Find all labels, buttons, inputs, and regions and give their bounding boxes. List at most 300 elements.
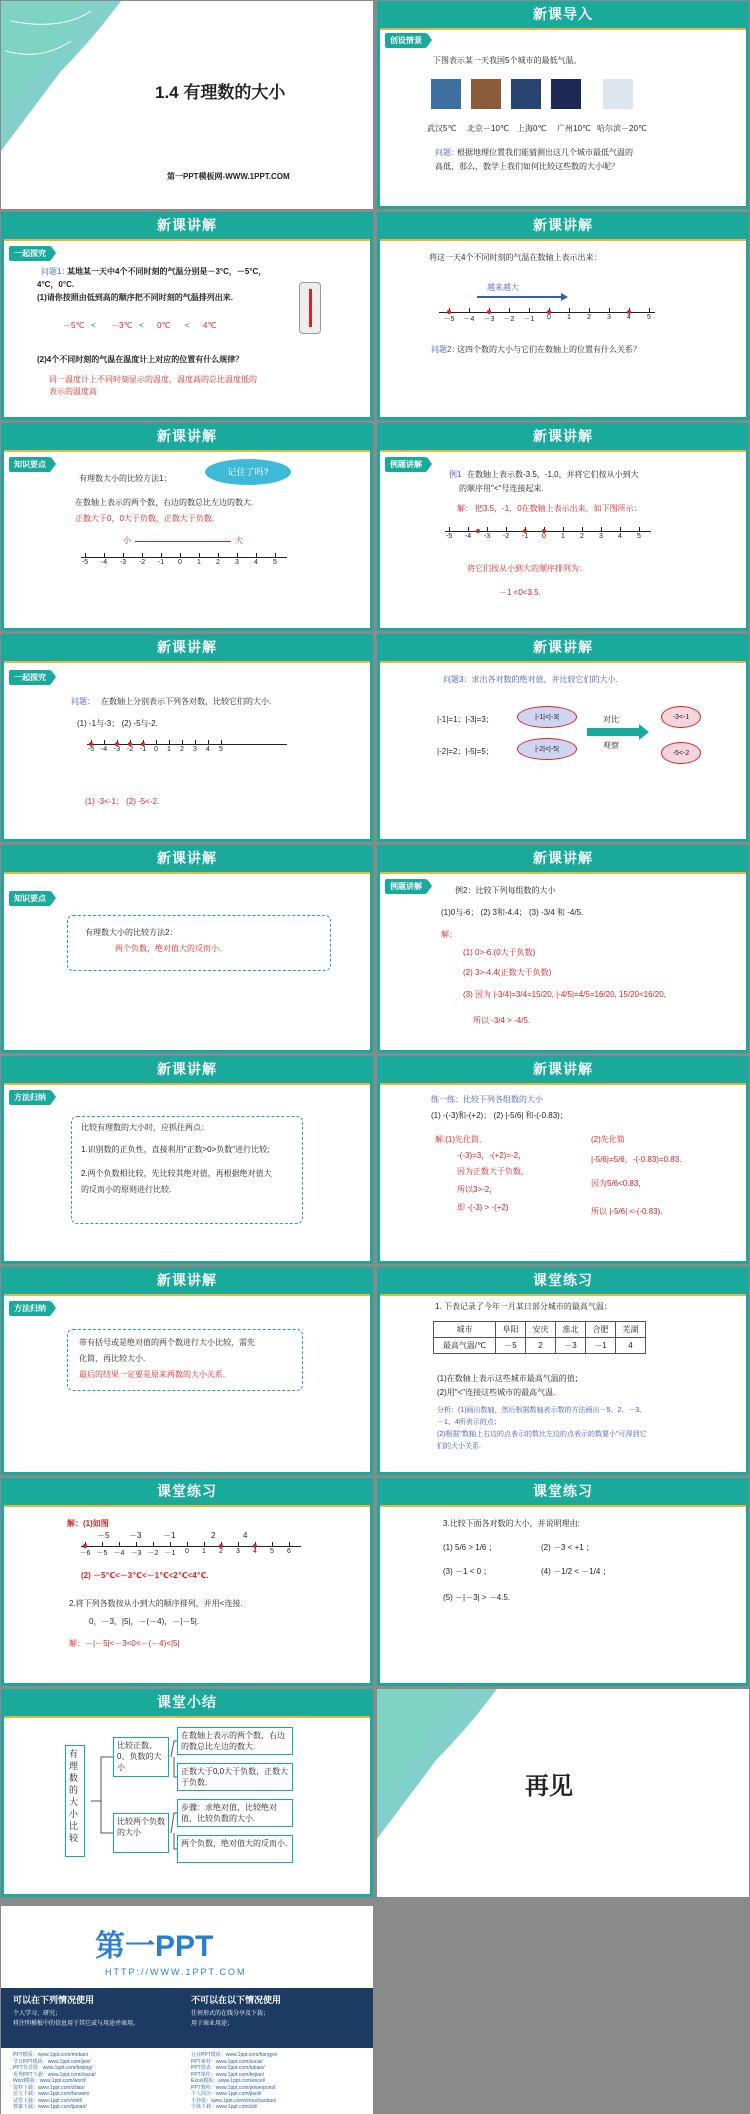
number-line-tick-label: -1 — [139, 746, 147, 753]
footer-link[interactable]: 节日PPT模板：www.1ppt.com/jieri/ — [13, 2058, 91, 2065]
table-cell: －1 — [586, 1338, 616, 1354]
order-item: 0℃ — [157, 321, 171, 330]
answer-2: (2) 3>-4.4(正数大于负数) — [463, 968, 552, 977]
rule-text: 在数轴上表示的两个数，右边的数总比左边的数大. — [75, 498, 254, 507]
number-line-tick — [170, 1542, 171, 1546]
number-line — [81, 1546, 301, 1547]
number-line-tick-label: －2 — [503, 316, 515, 323]
number-line-tick-label: 1 — [561, 533, 565, 540]
number-line-tick — [506, 527, 507, 531]
answer-item: (2) －3 < +1 ； — [541, 1543, 594, 1552]
compare-ellipse: |-1|<|-3| — [517, 706, 577, 728]
number-line-point — [89, 742, 93, 746]
slide-header: 新课讲解 — [377, 1056, 749, 1083]
method-line: 最后的结果一定要是原来两数的大小关系. — [79, 1370, 226, 1379]
analysis-line: (2)根据"数轴上右边的点表示的数比左边的点表示的数要小"可得到它 — [437, 1431, 647, 1438]
number-line-tick-label: －5 — [96, 1550, 108, 1557]
slide-header: 新课讲解 — [1, 1056, 373, 1083]
point-label: －3 — [129, 1531, 142, 1540]
summary-connectors — [1, 1689, 373, 1897]
number-line-tick-label: －3 — [130, 1550, 142, 1557]
number-line-tick-label: 0 — [154, 746, 158, 753]
number-line-tick-label: 1 — [567, 314, 571, 321]
solution-line: 即 -(-3) > -(+2) — [457, 1203, 509, 1212]
intro-text: 下图表示某一天我国5个城市的最低气温。 — [433, 56, 582, 65]
section-tag: 一起探究 — [9, 670, 51, 685]
number-line-tick-label: －4 — [463, 316, 475, 323]
number-line-tick — [272, 1542, 273, 1546]
analysis-line: －1、4所表示的点； — [437, 1419, 501, 1426]
number-line-tick-label: 6 — [287, 1548, 291, 1555]
number-line-tick — [187, 1542, 188, 1546]
footer-link[interactable]: PPT素材：www.1ppt.com/sucai/ — [191, 2058, 263, 2065]
slide-header: 新课讲解 — [377, 423, 749, 450]
footer-link[interactable]: 教案下载：www.1ppt.com/jiaoan/ — [13, 2104, 87, 2110]
number-line-tick — [601, 527, 602, 531]
temperature-table — [433, 1321, 646, 1354]
number-line-tick-label: －1 — [164, 1550, 176, 1557]
slide-exercise-3 — [377, 1478, 749, 1686]
slide-header: 新课讲解 — [1, 212, 373, 239]
number-line-tick-label: 1 — [202, 1548, 206, 1555]
example-items: (1)0与-6； (2) 3和-4.4； (3) -3/4 和 -4/5. — [441, 908, 584, 917]
number-line-tick-label: -2 — [126, 746, 134, 753]
question-text: 根据地理位置我们能猜测出这几个城市最低气温的 — [457, 148, 633, 157]
brand-url: HTTP://WWW.1PPT.COM — [105, 1967, 247, 1977]
footer-ad — [1, 1906, 373, 2114]
table-row — [434, 1338, 646, 1354]
leaf-decoration — [1, 1, 121, 151]
answer-4: 所以 -3/4 > -4/5. — [473, 1016, 531, 1025]
city-label: 北京－10℃ — [467, 124, 509, 133]
summary-branch: 比较正数、0、负数的大小 — [113, 1737, 169, 1777]
city-label: 武汉5℃ — [427, 124, 457, 133]
reminder-bubble: 记住了吗? — [205, 459, 291, 485]
result-ellipse: -5<-2 — [661, 742, 701, 764]
number-line-tick — [119, 1542, 120, 1546]
number-line-tick — [85, 553, 86, 557]
number-line-tick — [104, 553, 105, 557]
number-line-tick-label: -3 — [119, 559, 127, 566]
arrow-right-icon — [135, 541, 231, 542]
slide-example-2 — [377, 845, 749, 1053]
number-line-tick — [289, 1542, 290, 1546]
number-line-tick — [208, 740, 209, 744]
footer-link[interactable]: 个人简历：www.1ppt.com/jianli/ — [191, 2091, 262, 2097]
number-line-tick — [589, 308, 590, 312]
number-line-tick — [649, 308, 650, 312]
number-line-tick — [161, 553, 162, 557]
slide-header: 课堂练习 — [1, 1478, 373, 1505]
point-label: 4 — [243, 1531, 248, 1540]
number-line-point — [547, 310, 551, 314]
summary-branch: 比较两个负数的大小 — [113, 1813, 169, 1853]
number-line-tick-label: 3 — [235, 559, 239, 566]
slide-header: 新课讲解 — [1, 845, 373, 872]
question-text: 问题3：求出各对数的绝对值，并比较它们的大小. — [443, 675, 618, 684]
slide-explore-1 — [1, 212, 373, 420]
answer-item: (5) －|－3| > －4.5. — [443, 1593, 511, 1602]
answer-item: (4) －1/2 < －1/4 ； — [541, 1567, 611, 1576]
number-line-tick-label: －3 — [483, 316, 495, 323]
solution-line: 所以 |-5/6| <-(-0.83). — [591, 1207, 663, 1216]
solution-label: 解：(1)如图 — [67, 1519, 109, 1528]
can-use-item: 将注明模板中的信息用于其它或与用途并商用。 — [13, 2021, 140, 2027]
arrow-label: 越来越大 — [487, 283, 519, 292]
number-line-tick-label: 1 — [167, 746, 171, 753]
city-photo — [511, 79, 541, 109]
footer-link[interactable]: 行业PPT模板：www.1ppt.com/hangye/ — [191, 2052, 278, 2058]
answer-3: (3) 因为 |-3/4|=3/4=15/20, |-4/5|=4/5=16/20, 15/20<16/20, — [463, 990, 666, 999]
sub-question-2: (2)用"<"连接这些城市的最高气温. — [437, 1388, 556, 1397]
footer-link[interactable]: 字体下载：www.1ppt.com/ziti/ — [191, 2104, 258, 2110]
footer-link[interactable]: 资料下载：www.1ppt.com/ziliao/ — [13, 2084, 85, 2091]
example-text: 例2：比较下列每组数的大小 — [455, 886, 556, 895]
number-line-tick-label: 4 — [206, 746, 210, 753]
rule-text-2: 正数大于0，0大于负数，正数大于负数. — [75, 514, 215, 523]
city-label: 上海0℃ — [517, 124, 547, 133]
slide-title-text: 1.4 有理数的大小 — [155, 83, 286, 102]
method-intro: 比较有理数的大小时，应抓住两点： — [81, 1123, 209, 1132]
number-line-tick — [104, 740, 105, 744]
number-line-tick — [156, 740, 157, 744]
table-cell: 阜阳 — [496, 1322, 526, 1338]
number-line-tick-label: -1 — [521, 533, 529, 540]
number-line-tick — [275, 553, 276, 557]
section-tag: 一起探究 — [9, 246, 51, 261]
number-line-tick-label: -5 — [81, 559, 89, 566]
number-line-tick-label: 5 — [273, 559, 277, 566]
section-tag: 方法归纳 — [9, 1090, 51, 1105]
number-line-tick — [136, 1542, 137, 1546]
slide-knowledge-2 — [1, 845, 373, 1053]
question-text-2: 4°C，0°C. — [37, 280, 75, 289]
section-tag: 知识要点 — [9, 891, 51, 906]
number-line-tick-label: -3 — [483, 533, 491, 540]
example-text: 在数轴上表示数-3.5，-1,0，并将它们按从小到大 — [467, 470, 639, 479]
number-line-tick-label: -5 — [87, 746, 95, 753]
city-label: 广州10℃ — [557, 124, 591, 133]
solution-line: 解:(1)先化简, — [435, 1135, 482, 1144]
number-line-tick — [563, 527, 564, 531]
point-label: －1 — [163, 1531, 176, 1540]
number-line-tick-label: 4 — [618, 533, 622, 540]
number-line-point — [627, 310, 631, 314]
footer-link[interactable]: Word模板：www.1ppt.com/word/ — [13, 2078, 86, 2084]
number-line-tick-label: 5 — [647, 314, 651, 321]
number-line-tick — [182, 740, 183, 744]
slide-summary — [1, 1689, 373, 1897]
question-label: 问题1： — [41, 267, 70, 276]
question-part-1: (1)请你按照由低到高的顺序把不同时刻的气温排列出来. — [37, 293, 233, 302]
sub-question-1: (1)在数轴上表示这些城市最高气温的值； — [437, 1374, 583, 1383]
city-photo — [551, 79, 581, 109]
intro-text: 将这一天4个不同时刻的气温在数轴上表示出来： — [429, 253, 602, 262]
slide-header: 课堂练习 — [377, 1478, 749, 1505]
question-label: 问题2： — [431, 345, 460, 354]
footer-link[interactable]: 手抄报：www.1ppt.com/shouchaobao/ — [191, 2097, 277, 2104]
table-cell: 淮北 — [556, 1322, 586, 1338]
method-line: 化简，再比较大小. — [79, 1354, 146, 1363]
slide-header: 新课讲解 — [1, 1267, 373, 1294]
answer-text: 解：－|－5|<－3<0<－(－4)<|5| — [69, 1639, 180, 1648]
number-line-point — [542, 529, 546, 533]
table-cell: 合肥 — [586, 1322, 616, 1338]
thermometer-icon — [299, 282, 321, 334]
table-cell: 芜湖 — [616, 1322, 646, 1338]
question-text: 3.比较下面各对数的大小，并说明理由: — [443, 1519, 580, 1528]
answer-item: (1) 5/6 > 1/6 ； — [443, 1543, 497, 1552]
number-line-point — [476, 529, 480, 533]
question-text: 某地某一天中4个不同时刻的气温分别是－3°C，－5°C， — [67, 267, 267, 276]
number-line-tick-label: －5 — [443, 316, 455, 323]
order-sign: < — [185, 321, 190, 330]
arrow-right-icon — [587, 728, 641, 736]
number-line-tick-label: 3 — [607, 314, 611, 321]
number-line-point — [141, 742, 145, 746]
number-line-tick-label: -4 — [100, 559, 108, 566]
can-use-title: 可以在下列情况使用 — [13, 1995, 95, 2005]
question-text: 练一练：比较下列各组数的大小 — [431, 1095, 543, 1104]
number-line-tick — [153, 1542, 154, 1546]
number-line-tick — [609, 308, 610, 312]
number-line-tick — [509, 308, 510, 312]
slide-exercise-2 — [1, 1478, 373, 1686]
pairs-text: (1) -1与-3； (2) -5与-2. — [77, 719, 158, 728]
number-line-tick-label: 5 — [637, 533, 641, 540]
answer-text-2: 表示的温度高 — [49, 387, 97, 396]
table-cell: 4 — [616, 1338, 646, 1354]
number-line-tick-label: -4 — [100, 746, 108, 753]
number-line-point — [487, 310, 491, 314]
section-tag: 方法归纳 — [9, 1301, 51, 1316]
observe-label: 观察 — [603, 741, 619, 750]
number-line-point — [128, 742, 132, 746]
slide-goodbye — [377, 1689, 749, 1897]
slide-header: 课堂小结 — [1, 1689, 373, 1716]
number-line-tick — [582, 527, 583, 531]
footer-link[interactable]: 优秀PPT下载：www.1ppt.com/xiazai/ — [13, 2071, 96, 2078]
method-point-1: 1.识别数的正负性，直接利用"正数>0>负数"进行比较; — [81, 1145, 270, 1154]
number-line-tick — [449, 527, 450, 531]
solution-label: 解： — [457, 504, 473, 513]
summary-leaf: 正数大于0,0大于负数，正数大于负数. — [177, 1763, 293, 1791]
question-text: 这四个数的大小与它们在数轴上的位置有什么关系？ — [457, 345, 641, 354]
slide-explore-2 — [1, 634, 373, 842]
city-photo — [471, 79, 501, 109]
slide-header: 新课讲解 — [1, 423, 373, 450]
slide-header: 新课讲解 — [377, 634, 749, 661]
number-line-tick-label: －2 — [147, 1550, 159, 1557]
big-label: 大 — [235, 536, 243, 545]
number-line-tick-label: －1 — [523, 316, 535, 323]
number-line-tick-label: 4 — [253, 1548, 257, 1555]
question-label: 问题： — [435, 148, 459, 157]
cannot-use-item: 用于商业用途； — [191, 2021, 234, 2027]
number-line-tick-label: －4 — [113, 1550, 125, 1557]
number-line-tick-label: -5 — [445, 533, 453, 540]
solution-line: (2)先化简 — [591, 1135, 625, 1144]
number-line-tick — [529, 308, 530, 312]
number-line-tick-label: -1 — [157, 559, 165, 566]
goodbye-text: 再见 — [525, 1773, 573, 1800]
number-line-point — [523, 529, 527, 533]
answer-text: 同一温度计上不同时刻显示的温度，温度高的总比温度低的 — [49, 375, 257, 384]
slide-header: 新课讲解 — [377, 212, 749, 239]
question-items: (1) -(-3)和-(+2)； (2) |-5/6| 和-(-0.83)； — [431, 1111, 568, 1120]
number-line-tick — [639, 527, 640, 531]
number-line-tick — [169, 740, 170, 744]
number-line-tick — [569, 308, 570, 312]
footer-link[interactable]: PPT图表：www.1ppt.com/tubiao/ — [191, 2065, 265, 2071]
result-ellipse: -3<-1 — [661, 706, 701, 728]
slide-intro — [377, 1, 749, 209]
section-tag: 例题讲解 — [385, 879, 427, 894]
answer-text: (1) -3<-1； (2) -5<-2. — [85, 797, 160, 806]
question-label: 问题： — [71, 697, 95, 706]
abs-row-2: |-2|=2；|-5|=5； — [437, 747, 494, 756]
number-line-tick — [237, 553, 238, 557]
number-line-point — [447, 310, 451, 314]
number-line-tick-label: 3 — [599, 533, 603, 540]
table-cell: －3 — [556, 1338, 586, 1354]
method-title: 有理数大小的比较方法2： — [85, 928, 178, 937]
number-line-tick-label: 2 — [587, 314, 591, 321]
cannot-use-item: 任何形式的在线分享及下载； — [191, 2011, 270, 2017]
solution-line: -(-3)=3，-(+2)=-2， — [457, 1151, 527, 1160]
summary-leaf: 两个负数，绝对值大的反而小. — [177, 1835, 293, 1863]
number-line-tick-label: 0 — [542, 533, 546, 540]
leaf-decoration — [377, 1689, 497, 1839]
footer-link[interactable]: PPT课件：www.1ppt.com/kejian/ — [191, 2071, 265, 2078]
abs-row-1: |-1|=1；|-3|=3； — [437, 715, 494, 724]
number-line-tick — [238, 1542, 239, 1546]
table-cell: －5 — [496, 1338, 526, 1354]
summary-root: 有理数的大小比较 — [65, 1745, 85, 1857]
city-label: 哈尔滨－20℃ — [597, 124, 647, 133]
number-line-tick — [204, 1542, 205, 1546]
arrow-right-icon — [477, 296, 563, 298]
number-line-tick-label: －6 — [79, 1550, 91, 1557]
point-label: －5 — [97, 1531, 110, 1540]
slide-practice-1 — [377, 1056, 749, 1264]
method-line: 带有括号或是绝对值的两个数进行大小比较，需先 — [79, 1338, 255, 1347]
slide-knowledge-1 — [1, 423, 373, 631]
question-text: 1. 下表记录了今年一月某日部分城市的最高气温： — [435, 1302, 612, 1311]
compare-label: 对比 — [603, 715, 619, 724]
city-photo — [603, 79, 633, 109]
slide-title — [1, 1, 373, 209]
footer-link[interactable]: 范文下载：www.1ppt.com/fanwen/ — [13, 2091, 90, 2097]
site-text: 第一PPT模板网-WWW.1PPT.COM — [167, 172, 290, 181]
number-line-tick — [199, 553, 200, 557]
number-line-tick — [180, 553, 181, 557]
order-item: －5℃ — [63, 321, 85, 330]
point-label: 2 — [211, 1531, 216, 1540]
summary-leaf: 步骤：求绝对值，比较绝对值，比较负数的大小. — [177, 1799, 293, 1827]
solution-text-2: 将它们按从小到大的顺序排列为： — [467, 564, 587, 573]
number-line-tick-label: 2 — [219, 1548, 223, 1555]
numbers-text: 0，－3，|5|，－(－4)，－|－5|. — [89, 1617, 200, 1626]
number-line-tick-label: 3 — [236, 1548, 240, 1555]
order-sign: < — [139, 321, 144, 330]
number-line-tick-label: -4 — [464, 533, 472, 540]
slide-method-2 — [1, 1267, 373, 1475]
number-line-tick — [195, 740, 196, 744]
footer-link[interactable]: PPT背景图：www.1ppt.com/beijing/ — [13, 2065, 93, 2071]
table-row — [434, 1322, 646, 1338]
footer-link[interactable]: PPT模板：www.1ppt.com/moban/ — [13, 2052, 89, 2058]
method-point-2b: 的反而小的原则进行比较. — [81, 1185, 172, 1194]
number-line-tick-label: 0 — [178, 559, 182, 566]
number-line-tick — [123, 553, 124, 557]
question-text: 2.将下列各数按从小到大的顺序排列，并用<连接. — [69, 1599, 243, 1608]
slide-header: 新课导入 — [377, 1, 749, 28]
example-label: 例1 — [449, 470, 462, 479]
number-line-tick — [218, 553, 219, 557]
number-line-tick-label: 1 — [197, 559, 201, 566]
compare-ellipse: |-2|<|-5| — [517, 738, 577, 760]
number-line-tick — [221, 740, 222, 744]
number-line-point — [253, 1544, 257, 1548]
section-tag: 知识要点 — [9, 457, 51, 472]
slide-exercise-1 — [377, 1267, 749, 1475]
analysis-line: 们的大小关系. — [437, 1443, 481, 1450]
footer-link[interactable]: PPT教程：www.1ppt.com/powerpoint/ — [191, 2084, 276, 2091]
footer-link[interactable]: 试卷下载：www.1ppt.com/shiti/ — [13, 2097, 83, 2104]
number-line-tick-label: 4 — [254, 559, 258, 566]
table-cell: 最高气温/℃ — [434, 1338, 496, 1354]
slide-header: 新课讲解 — [377, 845, 749, 872]
number-line-tick — [620, 527, 621, 531]
summary-leaf: 在数轴上表示的两个数，右边的数总比左边的数大. — [177, 1727, 293, 1755]
number-line-point — [219, 1544, 223, 1548]
solution-line: 因为正数大于负数， — [457, 1167, 529, 1176]
number-line-tick-label: 3 — [193, 746, 197, 753]
number-line-tick-label: 5 — [219, 746, 223, 753]
slide-example-1 — [377, 423, 749, 631]
answer-1: (1) 0>-6.(0大于负数) — [463, 948, 536, 957]
number-line-tick-label: 2 — [580, 533, 584, 540]
number-line-tick-label: -2 — [502, 533, 510, 540]
slide-absolute-value — [377, 634, 749, 842]
number-line — [81, 557, 287, 558]
table-cell: 安庆 — [526, 1322, 556, 1338]
question-text: 在数轴上分别表示下列各对数，比较它们的大小. — [101, 697, 272, 706]
number-line-tick-label: -3 — [113, 746, 121, 753]
method-point-2: 2.两个负数相比较，先比较其绝对值，再根据绝对值大 — [81, 1169, 272, 1178]
can-use-item: 个人学习、研究； — [13, 2011, 62, 2017]
number-line-tick-label: 0 — [547, 314, 551, 321]
solution-line: 所以3>-2， — [457, 1185, 498, 1194]
order-sign: < — [91, 321, 96, 330]
small-label: 小 — [123, 536, 131, 545]
number-line-tick — [468, 527, 469, 531]
slide-method-1 — [1, 1056, 373, 1264]
rule-text: 两个负数，绝对值大的反而小. — [115, 944, 222, 953]
number-line-tick-label: -2 — [138, 559, 146, 566]
footer-link[interactable]: Excel模板：www.1ppt.com/excel/ — [191, 2078, 266, 2084]
order-result: (2) －5℃<－3℃<－1℃<2℃<4℃. — [81, 1571, 209, 1580]
number-line-tick-label: 2 — [180, 746, 184, 753]
number-line-tick — [142, 553, 143, 557]
analysis-line: 分析：(1)画出数轴，然后根据数轴表示数的方法画出－5、2、－3、 — [437, 1407, 647, 1414]
number-line-tick-label: 2 — [216, 559, 220, 566]
method-title: 有理数大小的比较方法1： — [79, 474, 172, 483]
number-line-tick — [256, 553, 257, 557]
question-part-2: (2)4个不同时刻的气温在温度计上对应的位置有什么规律？ — [37, 355, 244, 364]
solution-line: |-5/6|=5/6，-(-0.83)=0.83. — [591, 1155, 682, 1164]
